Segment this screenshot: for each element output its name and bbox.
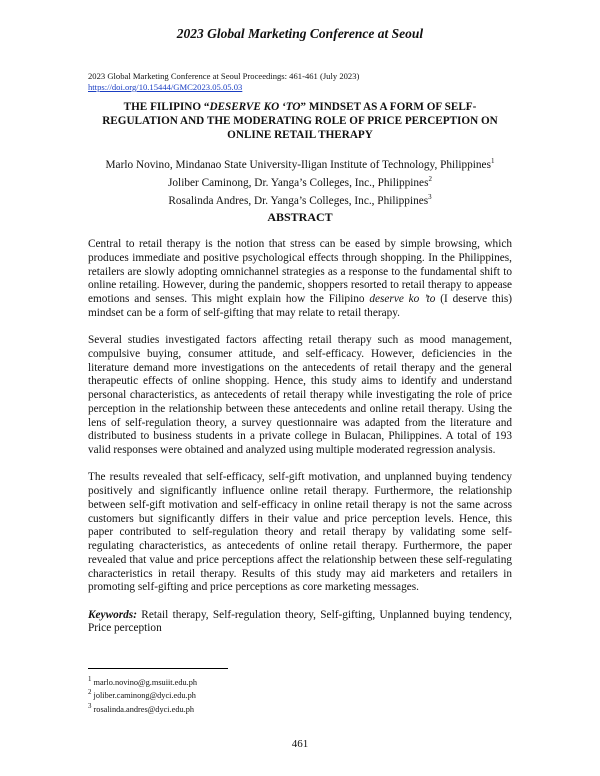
author-2-text: Joliber Caminong, Dr. Yanga’s Colleges, Inc., Philippines [168, 176, 429, 189]
footnote-2-email: joliber.caminong@dyci.edu.ph [91, 691, 196, 701]
doi-link[interactable]: https://doi.org/10.15444/GMC2023.05.05.03 [88, 82, 243, 92]
author-2 [88, 172, 512, 190]
abstract-paragraph-1 [88, 238, 512, 321]
author-1-text: Marlo Novino, Mindanao State University-Iligan Institute of Technology, Philippines [105, 158, 491, 171]
abstract-p1-italic: deserve ko ’to [369, 293, 436, 305]
footnote-3 [88, 702, 197, 715]
footnote-2 [88, 688, 197, 701]
footnote-1-email: marlo.novino@g.msuiit.edu.ph [91, 677, 198, 687]
conference-header: 2023 Global Marketing Conference at Seoul [176, 26, 424, 41]
abstract-paragraph-2: Several studies investigated factors affecting retail therapy such as mood management, compulsive buying, consumer attitude, and self-efficacy. However, deficiencies in the literature demand more investigations on the antecedents of retail therapy and the general therapeutic effects of online shopping. Hence, this study aims to identify and understand personal characteristics, as antecedents of retail therapy while investigating the role of price perception in the relationship between these antecedents and online retail therapy. Using the lens of self-regulation theory, a survey questionnaire was adapted from the literature and distributed to business students in a private college in Bulacan, Philippines. A total of 193 valid responses were obtained and analyzed using multiple moderated regression analysis. [88, 334, 512, 456]
proceedings-citation: 2023 Global Marketing Conference at Seoul Proceedings: 461-461 (July 2023) [88, 71, 360, 81]
keywords-text: Retail therapy, Self-regulation theory, Self-gifting, Unplanned buying tendency, Price perception [88, 608, 512, 635]
abstract-heading: ABSTRACT [267, 210, 333, 224]
paper-title [88, 100, 512, 142]
author-3 [88, 190, 512, 208]
keywords-label: Keywords: [88, 608, 137, 621]
author-3-mark: 3 [428, 192, 432, 201]
footnote-divider [88, 668, 228, 669]
author-2-mark: 2 [428, 174, 432, 183]
title-part-2: ” MINDSET AS A FORM OF SELF-REGULATION AND THE MODERATING ROLE OF PRICE PERCEPTION ON ONLINE RETAIL THERAPY [102, 101, 498, 141]
page-number: 461 [291, 738, 309, 750]
footnote-2-mark: 2 [88, 689, 92, 697]
abstract-p1-a: Central to retail therapy is the notion that stress can be eased by simple browsing, which produces immediate and positive psychological effects through shopping. In the Philippines, retailers are slowly adopting omnichannel strategies as a response to the fundamental shift to online retailing. However, during the pandemic, shoppers resorted to retail therapy to appease emotions and senses. This might explain how the Filipino [88, 238, 512, 305]
keywords [88, 609, 512, 637]
footnotes [88, 675, 197, 715]
proceedings-info [88, 71, 359, 93]
author-1-mark: 1 [490, 157, 495, 165]
abstract-p1-b: (I deserve this) mindset can be a form of self-gifting that may relate to retail therapy. [88, 293, 513, 319]
footnote-1 [88, 675, 197, 688]
footnote-1-mark: 1 [88, 676, 92, 683]
author-3-text: Rosalinda Andres, Dr. Yanga’s Colleges, Inc., Philippines [168, 194, 429, 207]
footnote-3-mark: 3 [88, 702, 92, 710]
abstract-body [88, 238, 512, 650]
abstract-paragraph-3: The results revealed that self-efficacy, self-gift motivation, and unplanned buying tendency positively and significantly influence online retail therapy. Furthermore, the relationship between self-gift motivation and self-efficacy in online retail therapy is not the same across customers but significantly differs in their value and price perception levels. Hence, this paper contributed to self-regulation theory and retail therapy by validating some self-regulating characteristics, as antecedents of online retail therapy. Furthermore, the paper revealed that value and price perceptions affect the relationship between these self-regulating characteristics in retail therapy. Results of this study may aid marketers and retailers in promoting self-gifting and price perceptions as core marketing messages. [88, 471, 512, 594]
author-list [88, 154, 512, 207]
author-1 [88, 154, 512, 172]
title-italic: DESERVE KO ‘TO [209, 101, 301, 113]
footnote-3-email: rosalinda.andres@dyci.edu.ph [91, 704, 195, 714]
title-part-1: THE FILIPINO “ [123, 101, 210, 113]
